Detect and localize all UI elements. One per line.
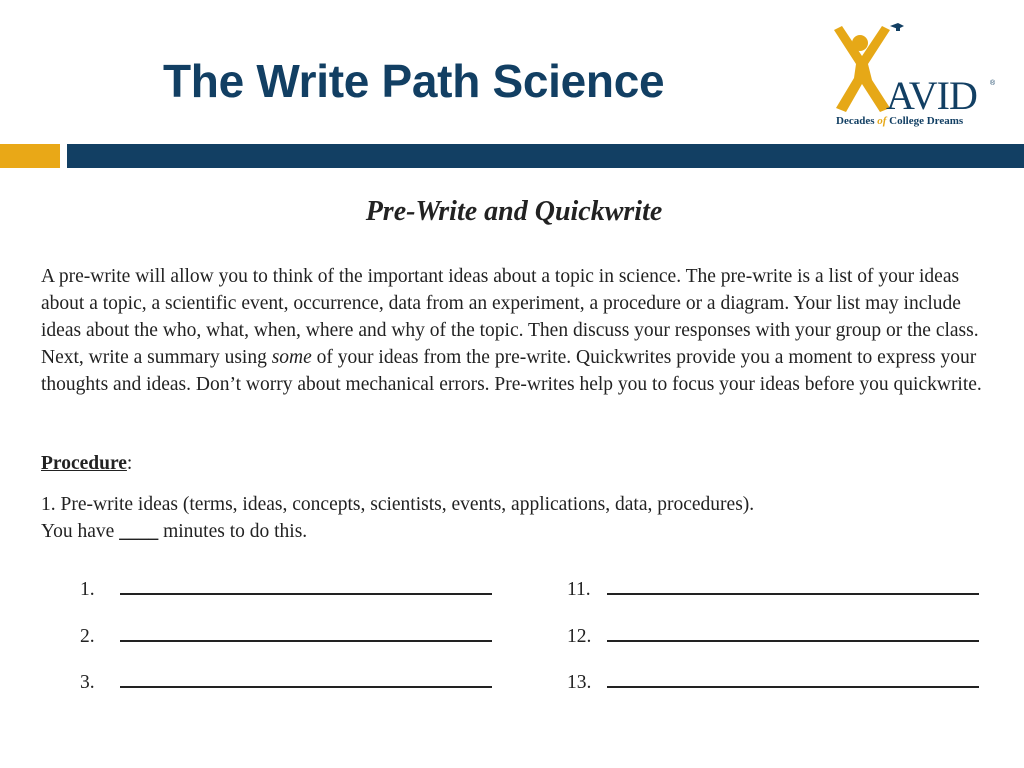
list-item — [567, 672, 979, 694]
list-item — [80, 672, 492, 694]
item-number: 3. — [80, 672, 95, 693]
page-title: The Write Path Science — [163, 55, 665, 107]
intro-emphasis: some — [271, 347, 312, 368]
procedure-colon: : — [126, 453, 133, 474]
list-item — [567, 579, 979, 601]
tagline-part1: Decades — [836, 115, 875, 127]
list-item — [80, 626, 492, 648]
step1-text: 1. Pre-write ideas (terms, ideas, concepts, scientists, events, applications, data, procedures). — [41, 494, 755, 515]
item-number: 1. — [80, 579, 95, 600]
intro-text-end: of your ideas from the pre-write. Quickwrites provide you a moment to express your thoughts and ideas. Don’t worry about mechanical errors. Pre-writes help you to focus your ideas before you quickwrite. — [41, 347, 982, 395]
minutes-blank: ____ — [119, 521, 159, 542]
header-accent-bar — [0, 144, 60, 168]
procedure-label: Procedure — [41, 453, 127, 474]
item-number: 12. — [567, 626, 592, 647]
list-item — [80, 579, 492, 601]
intro-text-start: A pre-write will allow you to think of the important ideas about a topic in science. The pre-write is a list of your ideas about a topic, a scientific event, occurrence, data from an experiment, a procedure or a diagram. Your list may include ideas about the who, what, when, where and why of the topic. Then discuss your responses with your group or the class. Next, write a summary using — [41, 266, 979, 368]
procedure-heading — [41, 453, 132, 475]
list-item — [567, 626, 979, 648]
procedure-step-1 — [41, 491, 754, 545]
logo-tagline — [836, 115, 963, 127]
answer-blank[interactable] — [607, 579, 979, 595]
item-number: 13. — [567, 672, 592, 693]
item-number: 2. — [80, 626, 95, 647]
header-divider-bar — [67, 144, 1024, 168]
answer-blank[interactable] — [120, 626, 492, 642]
tagline-part2: College Dreams — [889, 115, 964, 127]
step1-time-before: You have — [41, 521, 120, 542]
avid-logo — [832, 22, 1002, 132]
item-number: 11. — [567, 579, 591, 600]
step1-time-after: minutes to do this. — [158, 521, 308, 542]
logo-wordmark: AVID — [886, 73, 977, 118]
answer-blank[interactable] — [120, 672, 492, 688]
step1-time — [41, 518, 754, 545]
document-title: Pre-Write and Quickwrite — [365, 196, 663, 227]
registered-mark: ® — [990, 80, 996, 87]
tagline-of: of — [877, 115, 887, 127]
answer-blank[interactable] — [607, 626, 979, 642]
answer-blank[interactable] — [607, 672, 979, 688]
intro-paragraph — [41, 263, 991, 398]
answer-blank[interactable] — [120, 579, 492, 595]
